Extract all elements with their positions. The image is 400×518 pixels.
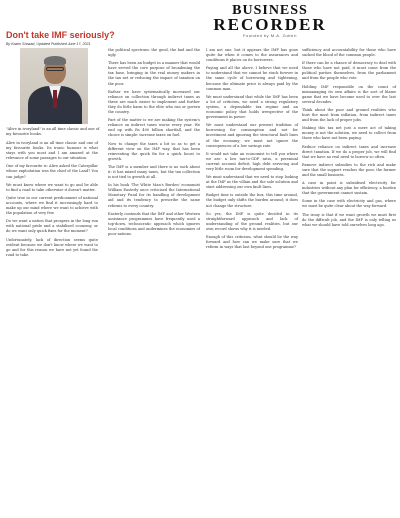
paragraph: Budget time is outside the box, this time around, the budget only shifts the burden around; it does not change the structure. [206,193,298,208]
paragraph: Alive in ivoryland is an all time classic and one of my favourite books. Its ironic humour is what stays with you most and I am amazed at the relevance of some passages to our situation. [6,141,98,161]
paragraph: Remove indirect subsidies to the rich and make sure that the support reaches the poor, the farmer and the small business. [302,162,396,177]
paragraph: One of my favourite is: Alive asked the Caterpillar whose exploitation was the chief of the Land? You can judge? [6,164,98,179]
paragraph: Now to change the taxes a bit so as to get a different view on the IMF way, that has been reinventing the quick fix for a quick boost to growth. [108,141,200,161]
paragraph: Think about the poor and ground realities who hurt the most from inflation, from indirect taxes and from the lack of proper jobs. [302,107,396,123]
paragraph: It would not take an economist to tell you where we are: a low tax-to-GDP ratio, a perennial current account deficit, high debt servicing and very little room for development spending. [206,151,298,171]
paragraph: Quite true in our current predicament of national accounts, where we find it increasingly hard to make up our mind where we want to achieve with the population of very few. [6,195,98,216]
paragraph: There has been an budget in a manner that would have served the core purpose of broadening the tax base, bringing in the real money makers in the tax net or reducing the impact of taxation on the poor. [108,61,200,86]
photo-caption: "Alive in ivoryland" is an all time classic and one of my favourite books. [6,127,100,136]
paragraph: We must understand that while the IMF has been a lot of criticism, we need a strong regulatory system, a dependable tax regime and an economic policy that holds irrespective of the government in power. [206,94,298,120]
paragraph: Unfortunately, lack of direction seems quite evident because we don't know where we want to go and for this reason we have not yet found the road to take. [6,237,98,257]
paragraph: The irony is that if we want growth we must first do the difficult job, and the IMF is only telling us what we should have told ourselves long ago. [302,212,396,227]
paragraph: I am not one, but it appears the IMF has gone quite far when it comes to the assurances and conditions it places on its borrowers. [206,48,298,63]
paragraph: In his book 'The White Man's Burden' economist William Easterly once criticised the International Monetary Fund for its handling of development aid and its tendency to prescribe the same reforms to every country. [108,183,200,208]
masthead-tagline: Founded by M.A. Zuberi [243,33,297,38]
article-column-3 [206,48,298,510]
paragraph: Paying and all the above, I believe that we need to understand that we cannot be stuck forever in the same cycle of borrowing and tightening, because the ultimate price is always paid by the common man. [206,66,298,91]
paragraph: We must understand that we need to stop looking at the IMF as the villain and the sole solution and start addressing our own fault lines. [206,175,298,190]
paragraph: We must know where we want to go and be able to find a road to take otherwise it doesn't matter. [6,182,98,192]
paragraph: Rather we have systematically increased our reliance on collection through indirect taxes as these are much easier to implement and further they do little harm to the elite who run or govern the country. [108,89,200,115]
paragraph: Some in the case with electricity and gas, where we must be quite clear about the way forward. [302,199,396,209]
paragraph: Do we want a nation that prospers in the long run with national pride and a stabilised economy, or do we want only quick fixes for the moment? [6,219,98,234]
paragraph: A case in point is subsidised electricity for industries without any plan for efficiency, a burden that the government cannot sustain. [302,181,396,196]
paragraph: So yes, the IMF is quite decided in its straightforward approach and lack of understanding of the ground realities, but our own record shows why it is needed. [206,211,298,231]
paragraph: Part of the matter is we are making the system's reliance on indirect taxes worse every year. We end up with Rs 400 billion shortfall, and the choice is simple: increase taxes on fuel. [108,118,200,138]
paragraph: Reduce reliance on indirect taxes and increase direct taxation. If we do a proper job, we will find that we have no real need to borrow so often. [302,144,396,159]
article-byline: By Kazim Shazad, Updated Published June 17, 2021 [6,42,91,46]
paragraph: Easterly contends that the IMF and other Western assistance programmes have frequently used a top-down, technocratic approach which ignores local conditions and undermines the economies of poor nations. [108,211,200,236]
masthead [150,4,390,38]
paragraph: The IMF is a member and there is no such about it: it has mixed many taxes, but the tax collection is not tied to growth at all. [108,164,200,180]
paragraph: Holding IMF responsible on the count of mismanaging its own affairs is the sort of blame game that we have become used to over the last several decades. [302,84,396,104]
article-column-4 [302,48,396,510]
paragraph: We must understand our present tradition of borrowing for consumption and not for investment and ignoring the structural fault lines of the economy; we must not ignore the consequences of a low savings rate. [206,123,298,148]
paragraph: sufficiency and accountability for those who have sucked the blood of the common people. [302,48,396,58]
author-photo [20,48,88,124]
article-column-1 [6,141,98,511]
masthead-line1: BUSINESS [232,3,308,18]
paragraph: Making this tax net just a mere act of taking money is not the solution, we need to collect from those who have not been paying. [302,126,396,141]
article-column-2 [108,48,200,510]
paragraph: the political spectrum: the good, the bad and the ugly. [108,48,200,58]
paragraph: If there can be a chance of democracy to deal with those who have not paid, it must come from the political parties themselves, from the parliament and from the people who vote. [302,61,396,81]
masthead-line2: RECORDER [213,15,327,34]
paragraph: Enough of this criticism, what should be the way forward and how can we make sure that we reform in ways that last beyond one programme? [206,235,298,250]
article-headline: Don't take IMF seriously? [6,30,115,40]
